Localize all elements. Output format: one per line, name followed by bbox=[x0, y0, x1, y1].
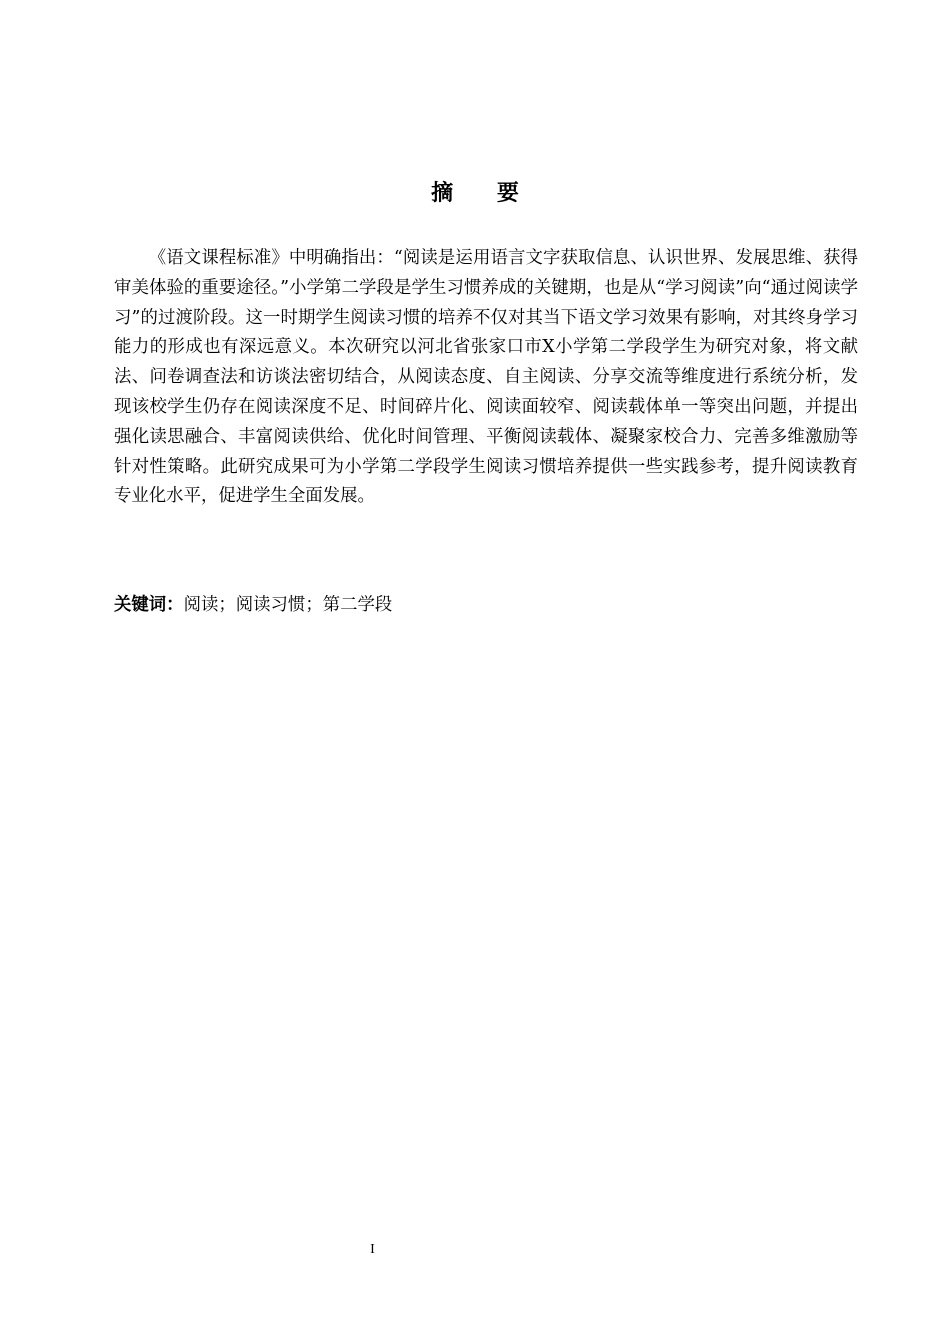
keywords-value: 阅读；阅读习惯；第二学段 bbox=[183, 595, 393, 615]
keywords-label: 关键词： bbox=[114, 595, 184, 615]
abstract-body: 《语文课程标准》中明确指出：“阅读是运用语言文字获取信息、认识世界、发展思维、获得审美体验的重要途径。”小学第二学段是学生习惯养成的关键期，也是从“学习阅读”向“通过阅读学习”的过渡阶段。这一时期学生阅读习惯的培养不仅对其当下语文学习效果有影响，对其终身学习能力的形成也有深远意义。本次研究以河北省张家口市X小学第二学段学生为研究对象，将文献法、问卷调查法和访谈法密切结合，从阅读态度、自主阅读、分享交流等维度进行系统分析，发现该校学生仍存在阅读深度不足、时间碎片化、阅读面较窄、阅读载体单一等突出问题，并提出强化读思融合、丰富阅读供给、优化时间管理、平衡阅读载体、凝聚家校合力、完善多维激励等针对性策略。此研究成果可为小学第二学段学生阅读习惯培养提供一些实践参考，提升阅读教育专业化水平，促进学生全面发展。 bbox=[114, 248, 858, 507]
page-number: I bbox=[370, 1242, 375, 1257]
keywords-line bbox=[114, 590, 858, 620]
abstract-title: 摘 要 bbox=[431, 181, 537, 206]
